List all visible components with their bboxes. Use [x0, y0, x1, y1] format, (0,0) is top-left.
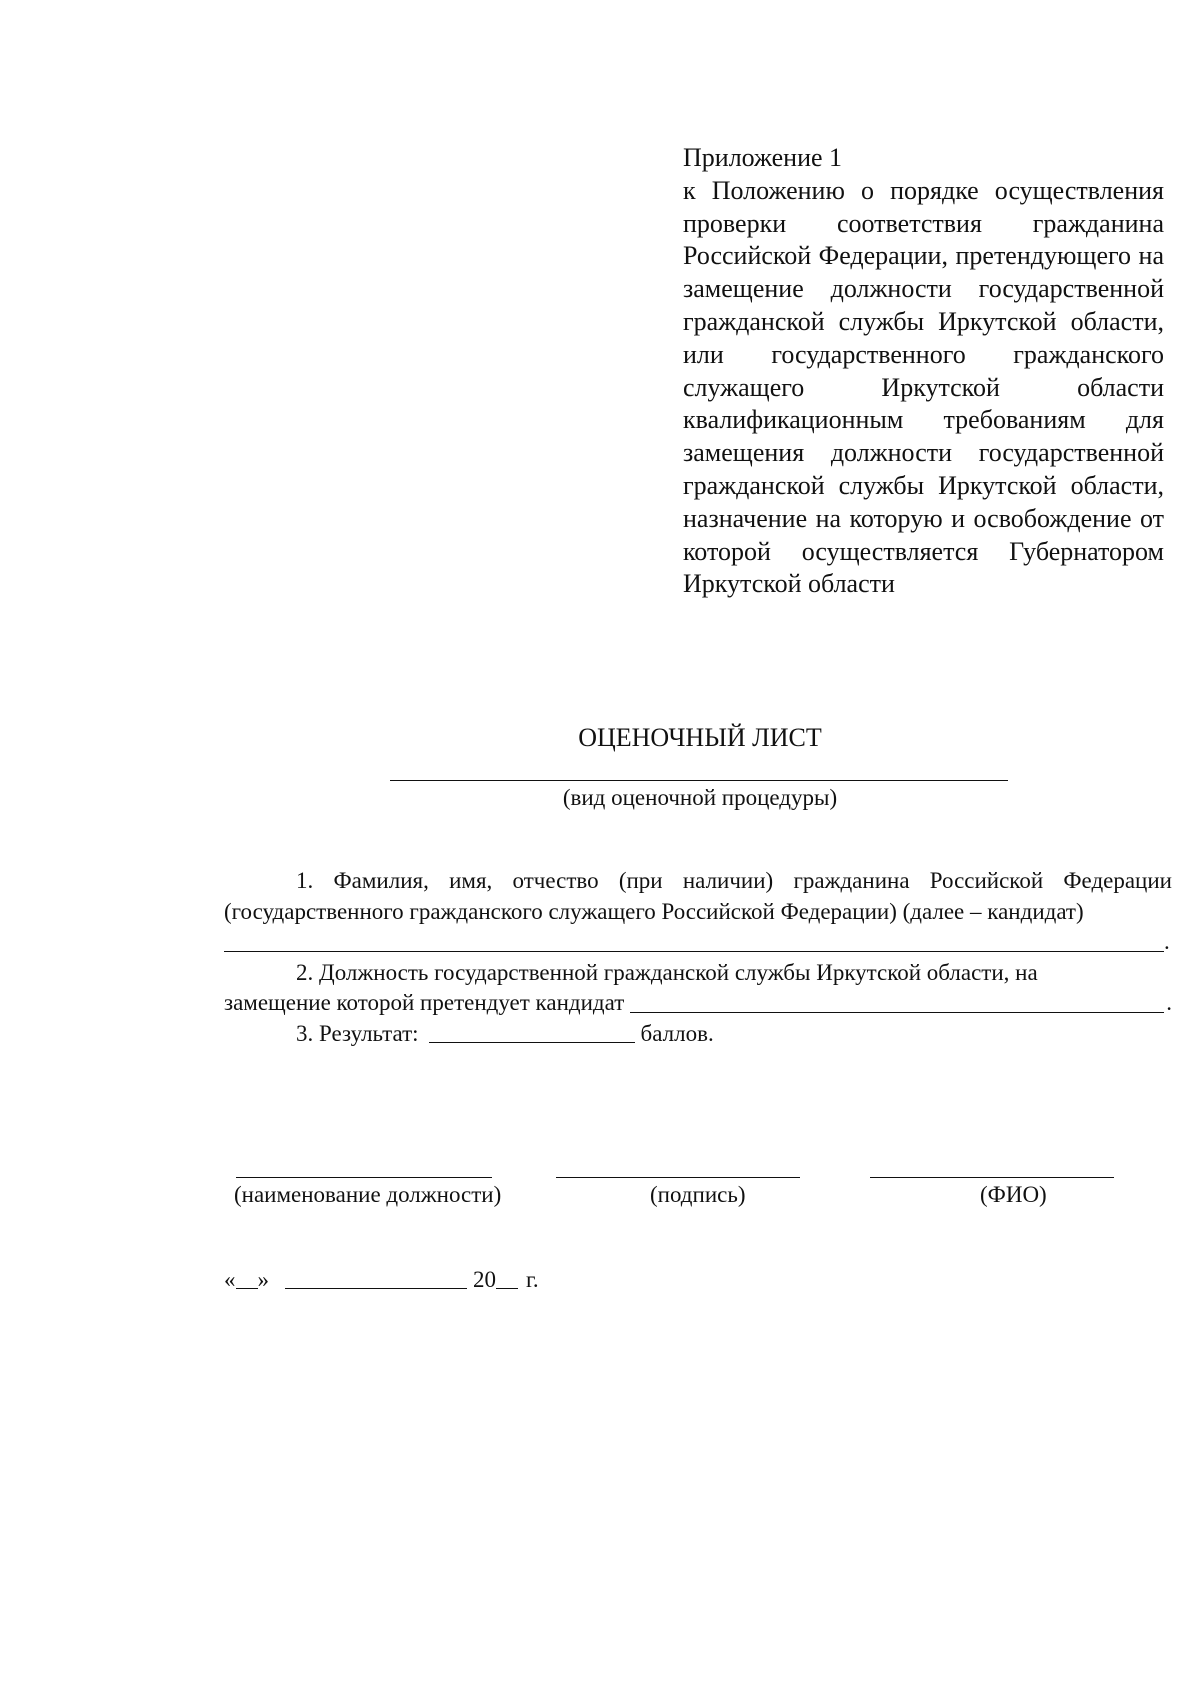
- date-open-quote: «: [224, 1267, 236, 1292]
- procedure-type-caption: (вид оценочной процедуры): [562, 785, 838, 810]
- procedure-type-line: [390, 780, 1008, 781]
- name-caption: (ФИО): [980, 1182, 1047, 1207]
- appendix-text: к Положению о порядке осуществления проверки соответствия гражданина Российской Федерации, претендующего на замещение должности государственной гражданской службы Иркутской области, или государственного гражданского служащего Иркутской области квалификационным требованиям для замещения должности государственной гражданской службы Иркутской области, назначение на которую и освобождение от которой осуществляется Губернатором Иркутской области: [683, 175, 1164, 599]
- item-1-text: 1. Фамилия, имя, отчество (при наличии) гражданина Российской Федерации (государственного гражданского служащего Российской Федерации) (далее – кандидат): [224, 868, 1172, 924]
- item-2-text: 2. Должность государственной гражданской службы Иркутской области, на: [296, 959, 1038, 985]
- item-2-continuation: замещение которой претендует кандидат: [224, 990, 625, 1015]
- form-items: [224, 866, 1172, 1049]
- day-blank: [236, 1288, 258, 1289]
- item-2-fill-line: [630, 1012, 1164, 1013]
- position-signature-line: [236, 1177, 492, 1178]
- position-caption: (наименование должности): [234, 1182, 502, 1207]
- month-blank: [285, 1288, 467, 1289]
- year-prefix: 20: [473, 1267, 496, 1292]
- item-1-blank: [224, 927, 1172, 958]
- appendix-title: Приложение 1: [683, 143, 843, 172]
- item-3-unit: баллов.: [640, 1020, 714, 1046]
- item-2-row: [224, 988, 1172, 1019]
- item-3-label: 3. Результат:: [296, 1020, 419, 1046]
- item-2-period: .: [1166, 990, 1172, 1015]
- name-signature-line: [870, 1177, 1114, 1178]
- year-blank: [496, 1288, 518, 1289]
- signature-caption: (подпись): [650, 1182, 746, 1207]
- item-3-row: [224, 1019, 1172, 1050]
- date-row: [224, 1265, 539, 1295]
- item-3-fill-line: [429, 1042, 635, 1043]
- form-title: ОЦЕНОЧНЫЙ ЛИСТ: [578, 723, 822, 752]
- signature-line: [556, 1177, 800, 1178]
- appendix-block: [683, 142, 1164, 601]
- year-suffix: г.: [526, 1267, 539, 1292]
- item-1-period: .: [1164, 929, 1170, 954]
- date-close-quote: »: [257, 1267, 269, 1292]
- item-1-fill-line: [224, 951, 1164, 952]
